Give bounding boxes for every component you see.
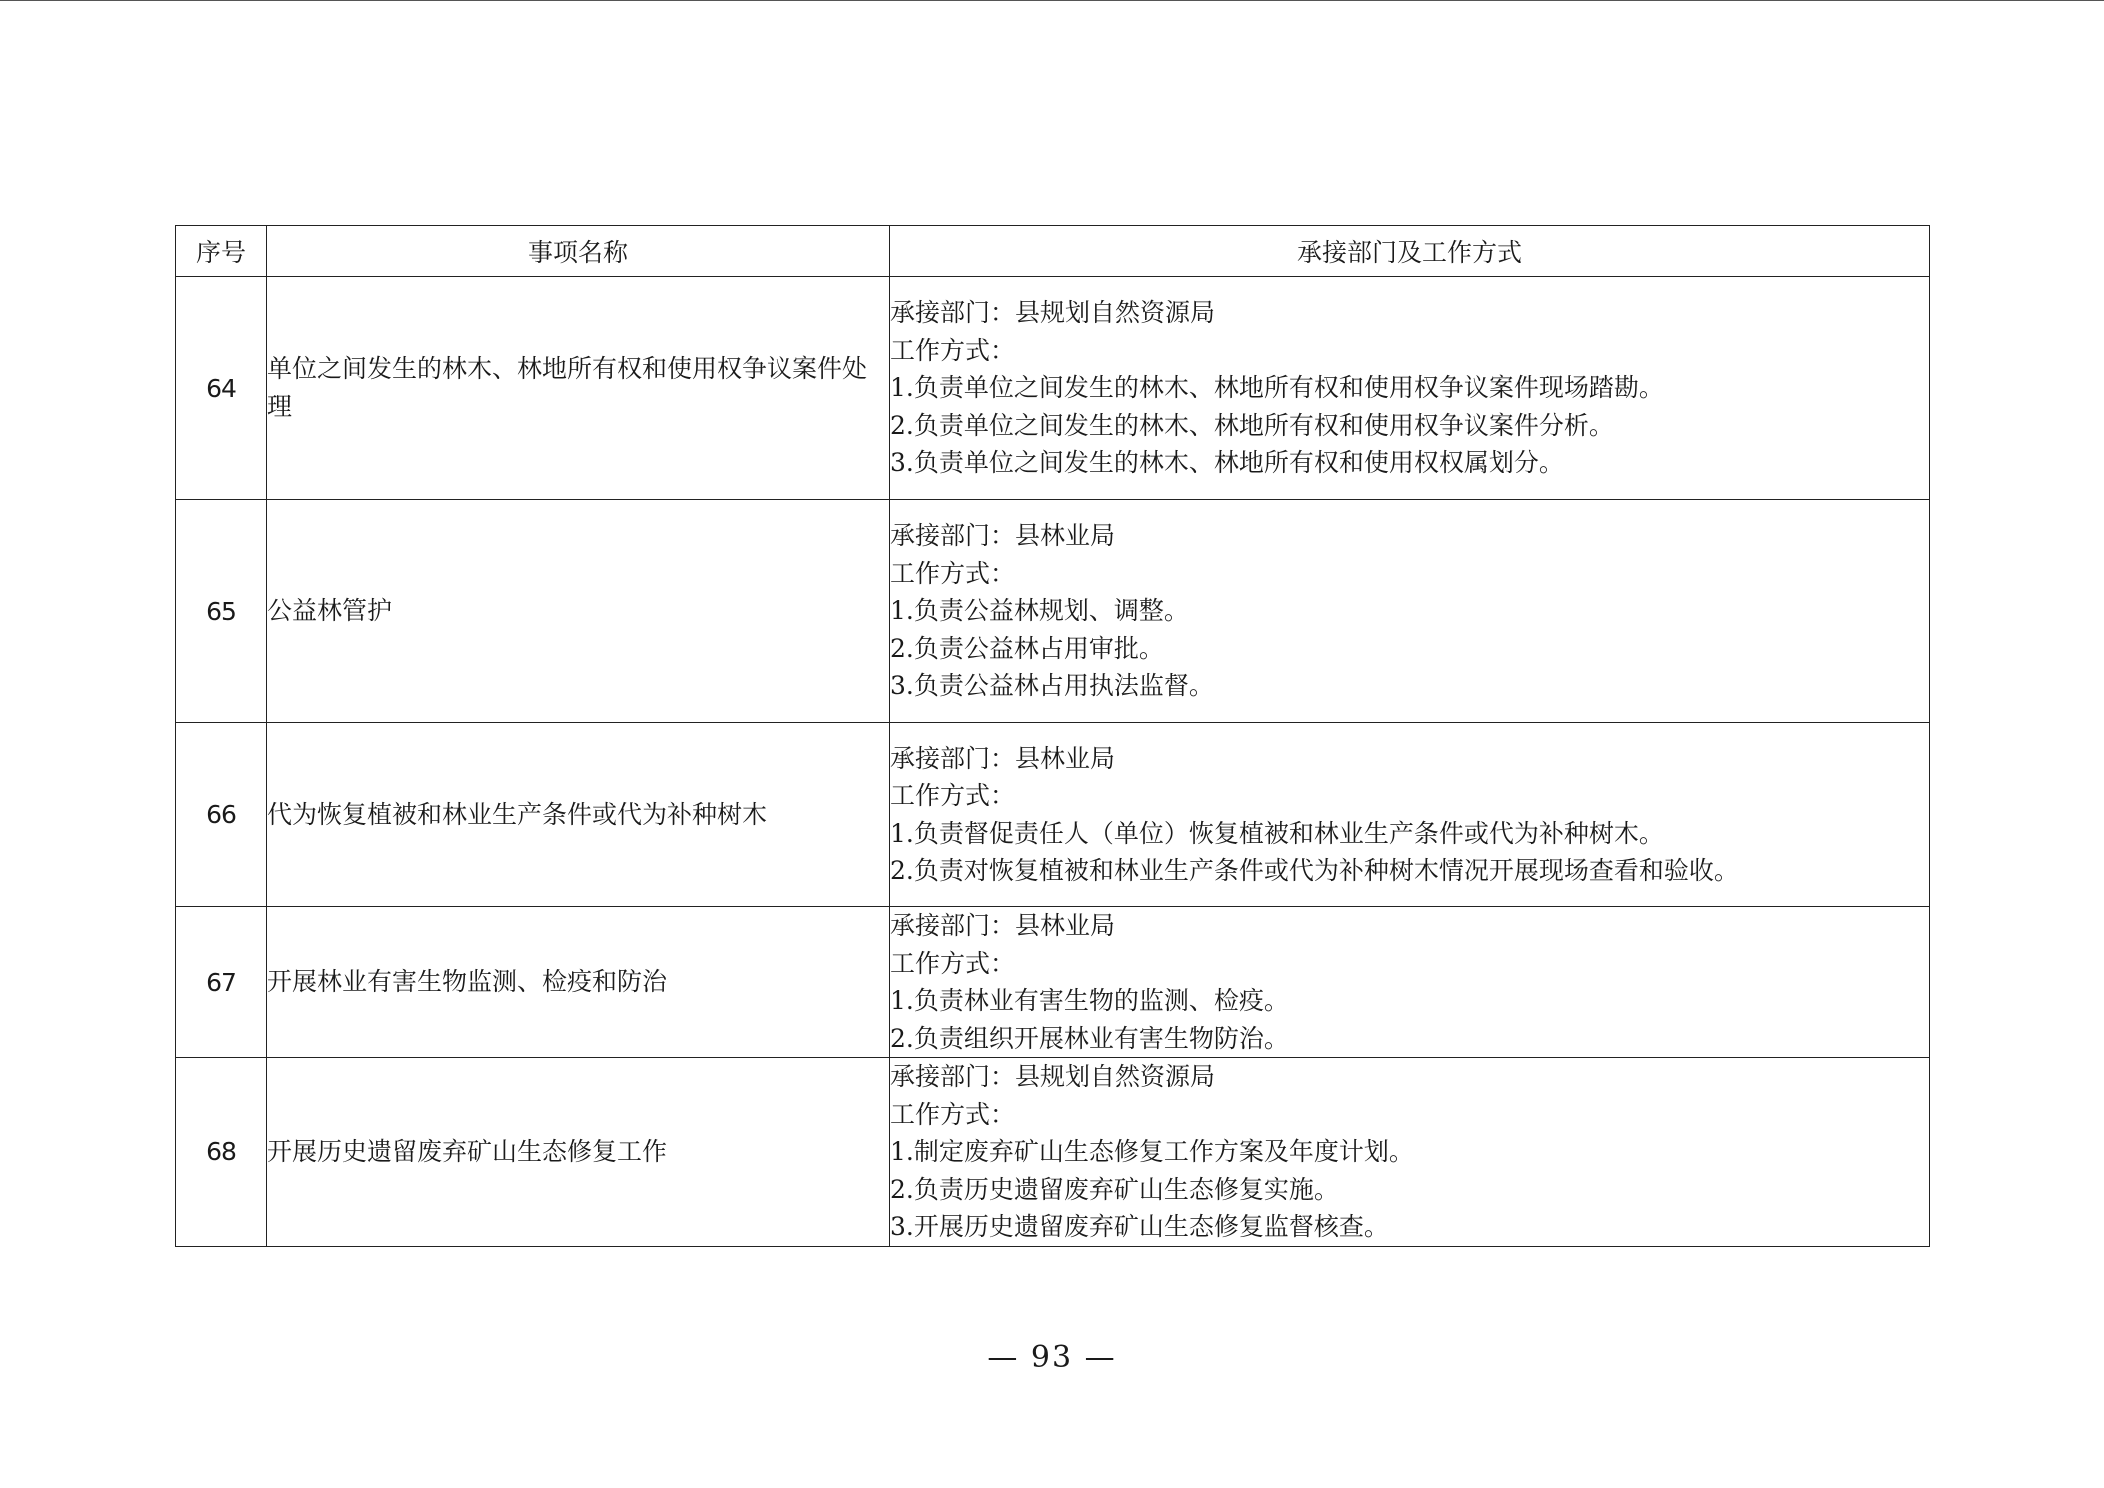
method-step-line: 2.负责对恢复植被和林业生产条件或代为补种树木情况开展现场查看和验收。: [890, 856, 1739, 885]
header-serial-number: 序号: [176, 226, 267, 277]
row-department-and-method: [890, 500, 1930, 723]
method-step-line: 1.负责公益林规划、调整。: [890, 596, 1189, 626]
row-serial-number: 66: [176, 723, 267, 907]
row-department-and-method: [890, 1058, 1930, 1247]
table-row: [176, 277, 1930, 500]
method-label-line: 工作方式：: [890, 781, 1016, 810]
department-line: 承接部门：县林业局: [890, 521, 1116, 551]
header-item-name: 事项名称: [267, 226, 890, 277]
row-serial-number: 64: [176, 277, 267, 500]
row-department-and-method: [890, 907, 1930, 1058]
department-line: 承接部门：县规划自然资源局: [890, 1062, 1216, 1091]
method-step-line: 1.制定废弃矿山生态修复工作方案及年度计划。: [890, 1137, 1414, 1166]
header-department-and-method: 承接部门及工作方式: [890, 226, 1930, 277]
row-serial-number: 68: [176, 1058, 267, 1247]
table-header-row: [176, 226, 1930, 277]
row-item-name: 开展历史遗留废弃矿山生态修复工作: [267, 1058, 890, 1247]
items-table: [175, 225, 1930, 1247]
row-serial-number: 65: [176, 500, 267, 723]
method-label-line: 工作方式：: [890, 558, 1016, 588]
method-step-line: 2.负责公益林占用审批。: [890, 633, 1164, 663]
method-label-line: 工作方式：: [890, 1099, 1016, 1129]
table-row: [176, 723, 1930, 907]
row-department-and-method: [890, 723, 1930, 907]
row-item-name: 开展林业有害生物监测、检疫和防治: [267, 907, 890, 1058]
method-step-line: 2.负责组织开展林业有害生物防治。: [890, 1023, 1289, 1053]
table-row: [176, 1058, 1930, 1247]
method-step-line: 2.负责单位之间发生的林木、林地所有权和使用权争议案件分析。: [890, 410, 1614, 440]
method-step-line: 1.负责督促责任人（单位）恢复植被和林业生产条件或代为补种树木。: [890, 818, 1664, 848]
method-step-line: 3.负责单位之间发生的林木、林地所有权和使用权权属划分。: [890, 448, 1564, 478]
table-row: [176, 907, 1930, 1058]
items-table-container: [175, 225, 1929, 1247]
page-top-border: [0, 0, 2104, 1]
department-line: 承接部门：县林业局: [890, 911, 1116, 940]
method-label-line: 工作方式：: [890, 335, 1016, 365]
row-serial-number: 67: [176, 907, 267, 1058]
method-step-line: 3.负责公益林占用执法监督。: [890, 671, 1214, 701]
method-step-line: 1.负责林业有害生物的监测、检疫。: [890, 986, 1289, 1015]
page-number: — 93 —: [987, 1340, 1117, 1375]
method-step-line: 1.负责单位之间发生的林木、林地所有权和使用权争议案件现场踏勘。: [890, 373, 1664, 403]
row-item-name: 公益林管护: [267, 500, 890, 723]
department-line: 承接部门：县林业局: [890, 743, 1116, 773]
row-department-and-method: [890, 277, 1930, 500]
row-item-name: 代为恢复植被和林业生产条件或代为补种树木: [267, 723, 890, 907]
table-row: [176, 500, 1930, 723]
method-step-line: 2.负责历史遗留废弃矿山生态修复实施。: [890, 1174, 1339, 1204]
department-line: 承接部门：县规划自然资源局: [890, 298, 1216, 328]
row-item-name: 单位之间发生的林木、林地所有权和使用权争议案件处理: [267, 277, 890, 500]
method-label-line: 工作方式：: [890, 948, 1016, 978]
method-step-line: 3.开展历史遗留废弃矿山生态修复监督核查。: [890, 1212, 1389, 1241]
